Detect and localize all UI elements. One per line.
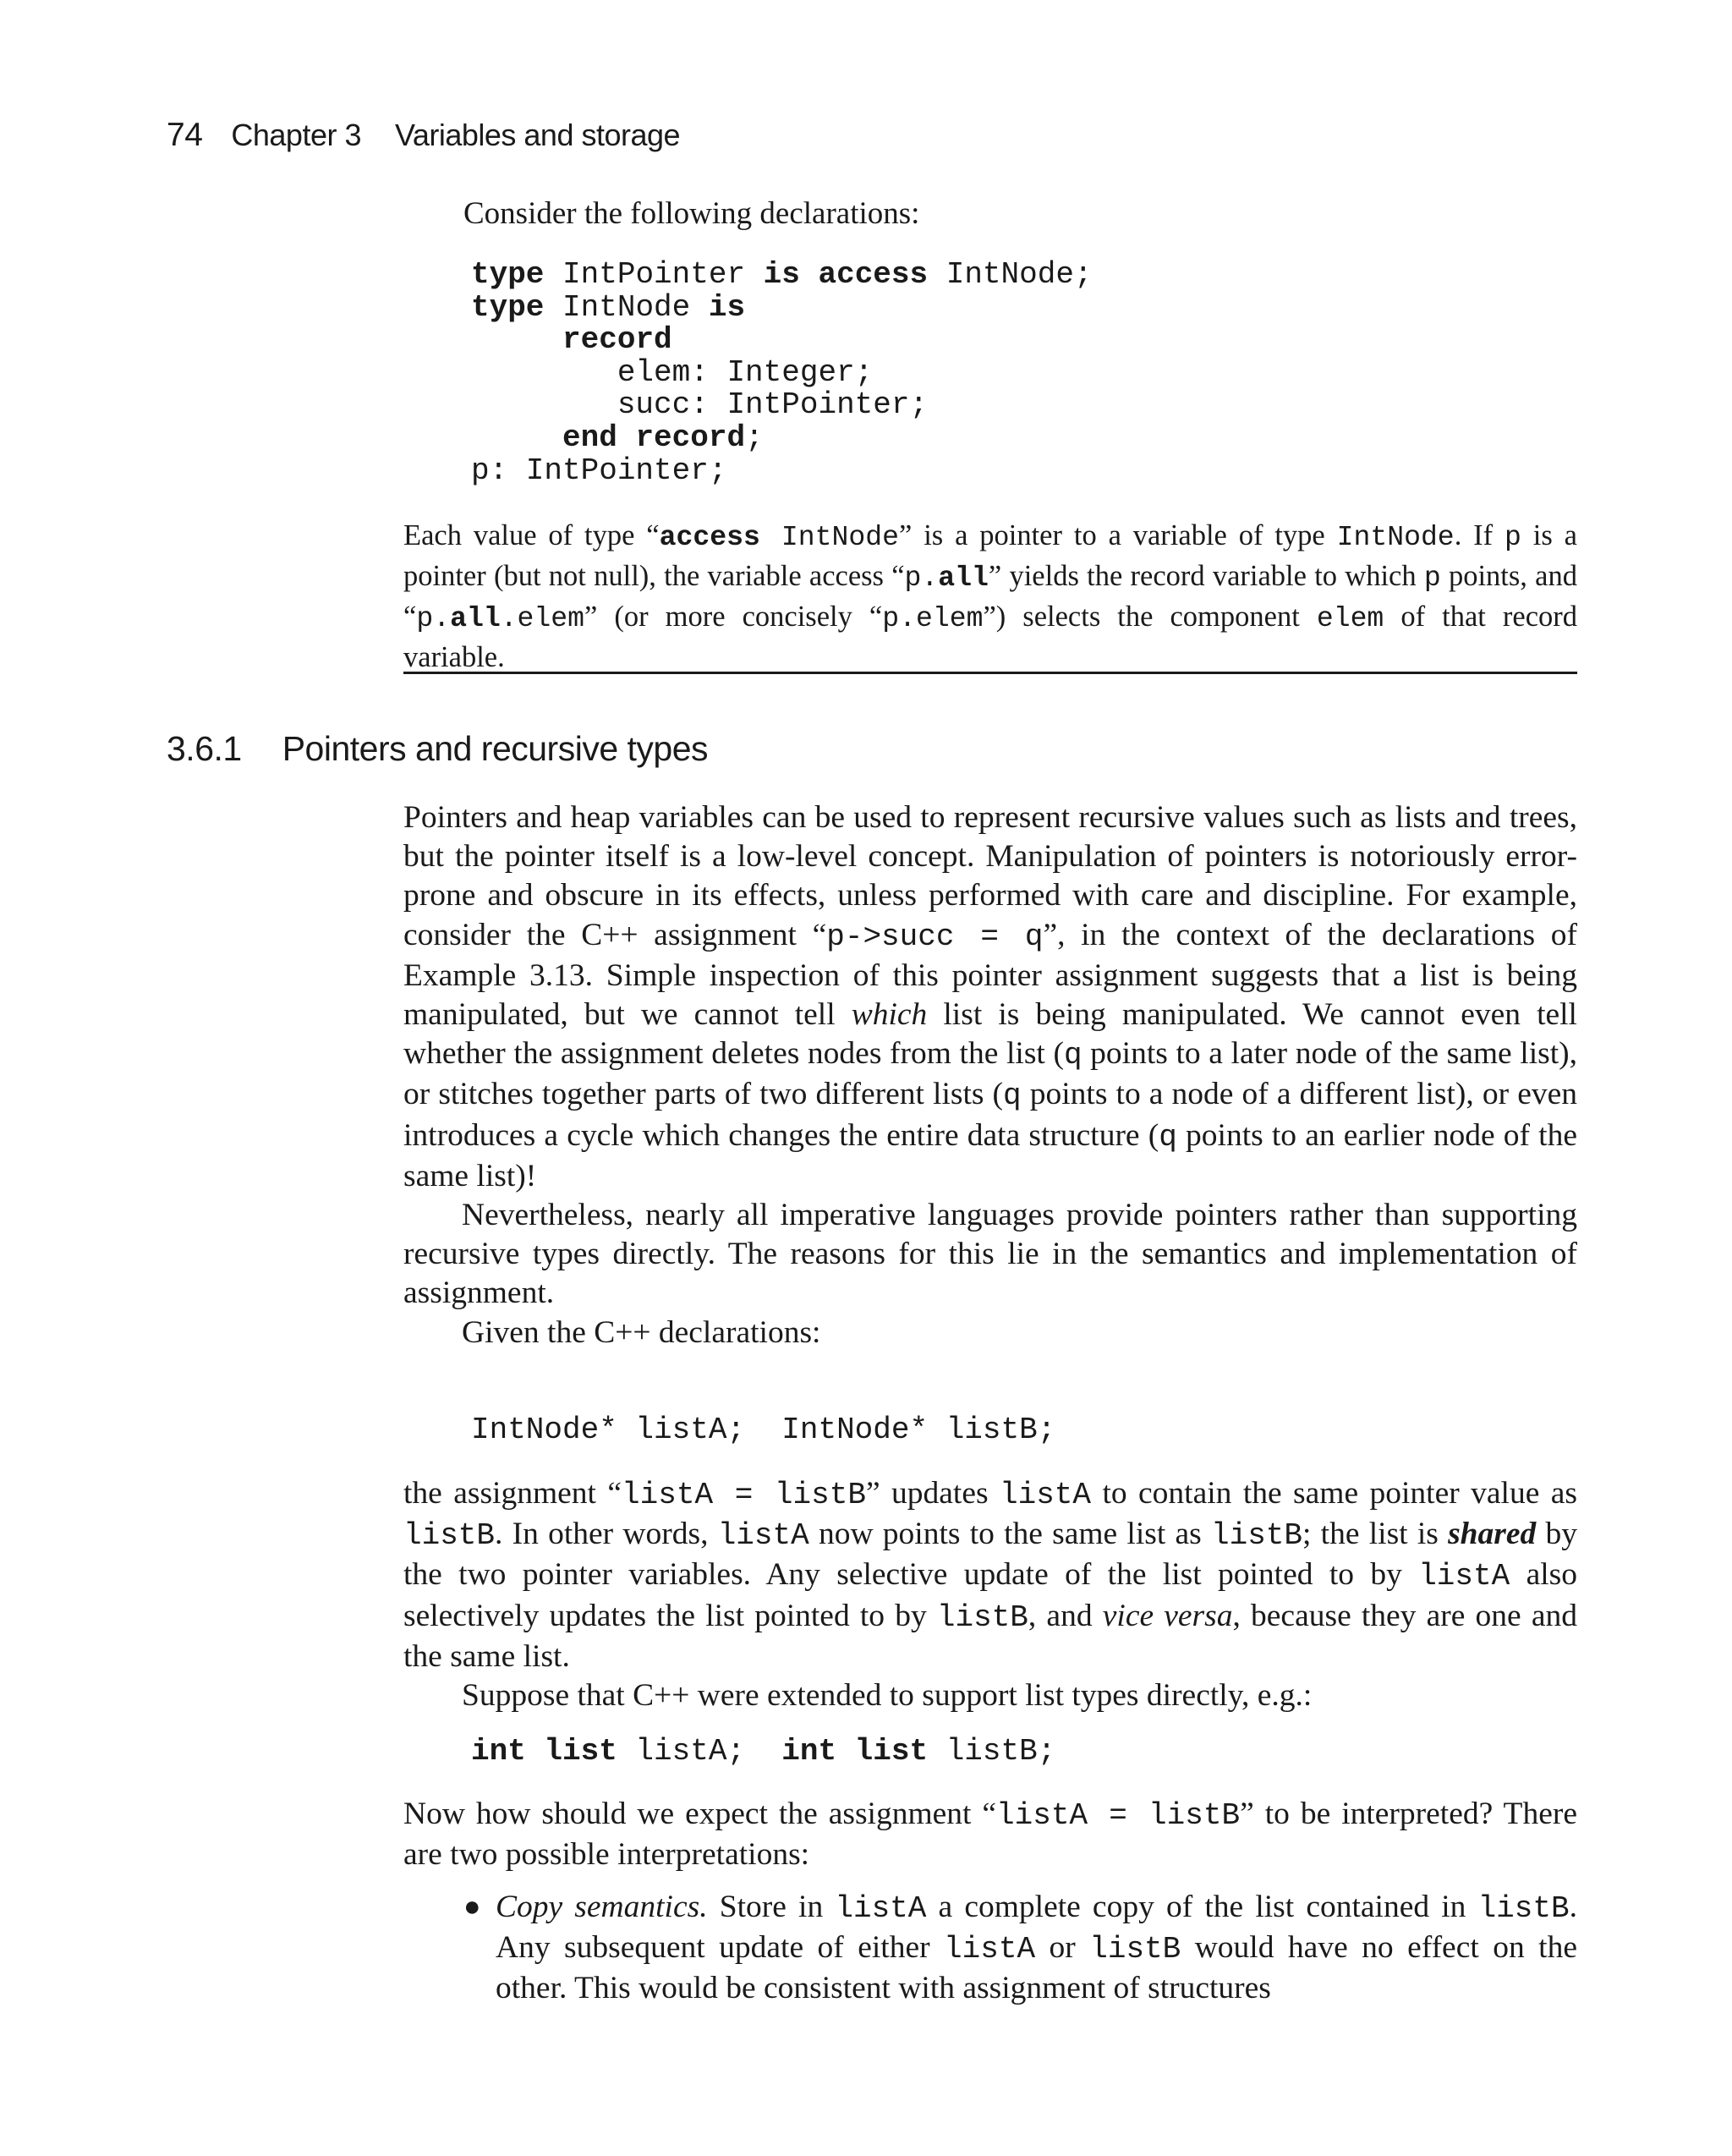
section-number: 3.6.1 <box>167 729 242 768</box>
bullet-text: Copy semantics. Store in listA a complete copy of the list contained in listB. Any subsequent update of either listA or listB would have no effect on the other. This would be consistent with assignment of structures <box>496 1890 1577 2006</box>
example-end-rule <box>403 672 1577 674</box>
example-explanation: Each value of type “access IntNode” is a pointer to a variable of type IntNode. If p is a pointer (but not null), the variable access “p.all” yields the record variable to which p points, and “p.all.elem” (or more concisely “p.elem”) selects the component elem of that record variable. <box>403 519 1578 673</box>
paragraph-3: Given the C++ declarations: <box>462 1314 821 1350</box>
code-line: record <box>562 322 672 358</box>
body-text-top <box>403 798 1577 1352</box>
code-line: end record; <box>562 420 764 455</box>
running-head <box>167 117 680 154</box>
cpp-list-declarations: int list listA; int list listB; <box>471 1734 1056 1769</box>
paragraph-4: the assignment “listA = listB” updates listA to contain the same pointer value as listB. In other words, listA now points to the same list as listB; the list is shared by the two pointer variables. Any selective update of the list pointed to by listA also selectively updates the list pointed to by listB, and vice versa, because they are one and the same list. <box>403 1476 1578 1674</box>
cpp-pointer-declarations: IntNode* listA; IntNode* listB; <box>471 1413 1056 1447</box>
body-text-middle <box>403 1474 1577 1715</box>
paragraph-5: Suppose that C++ were extended to support list types directly, e.g.: <box>462 1678 1313 1714</box>
code-line: elem: Integer; <box>617 354 874 390</box>
paragraph-2: Nevertheless, nearly all imperative languages provide pointers rather than supporting recursive types directly. The reasons for this lie in the semantics and implementation of assignment. <box>403 1198 1577 1311</box>
example-intro: Consider the following declarations: <box>463 196 920 231</box>
code-line: p: IntPointer; <box>471 453 727 488</box>
ada-code-block <box>471 259 1093 487</box>
code-line: succ: IntPointer; <box>617 387 929 423</box>
bullet-copy-semantics <box>463 1888 1577 2009</box>
code-line: type IntPointer is access IntNode; <box>471 257 1093 292</box>
section-heading <box>167 729 708 769</box>
chapter-label: Chapter 3 <box>231 118 361 152</box>
chapter-title: Variables and storage <box>395 118 681 152</box>
paragraph-1: Pointers and heap variables can be used to represent recursive values such as lists and trees, but the pointer itself is a low-level concept. Manipulation of pointers is notoriously error-prone and obscure in its effects, unless performed with care and discipline. For example, consider the C++ assignment “p->succ = q”, in the context of the declarations of Example 3.13. Simple inspection of this pointer assignment suggests that a list is being manipulated, but we cannot tell which list is being manipulated. We cannot even tell whether the assignment deletes nodes from the list (q points to a later node of the same list), or stitches together parts of two different lists (q points to a node of a different list), or even introduces a cycle which changes the entire data structure (q points to an earlier node of the same list)! <box>403 800 1577 1193</box>
code-line: type IntNode is <box>471 289 746 325</box>
section-title: Pointers and recursive types <box>282 729 709 768</box>
bullet-dot-icon: ● <box>463 1891 481 1923</box>
page-number: 74 <box>167 117 203 153</box>
paragraph-6: Now how should we expect the assignment “listA = listB” to be interpreted? There are two possible interpretations: <box>403 1797 1577 1873</box>
